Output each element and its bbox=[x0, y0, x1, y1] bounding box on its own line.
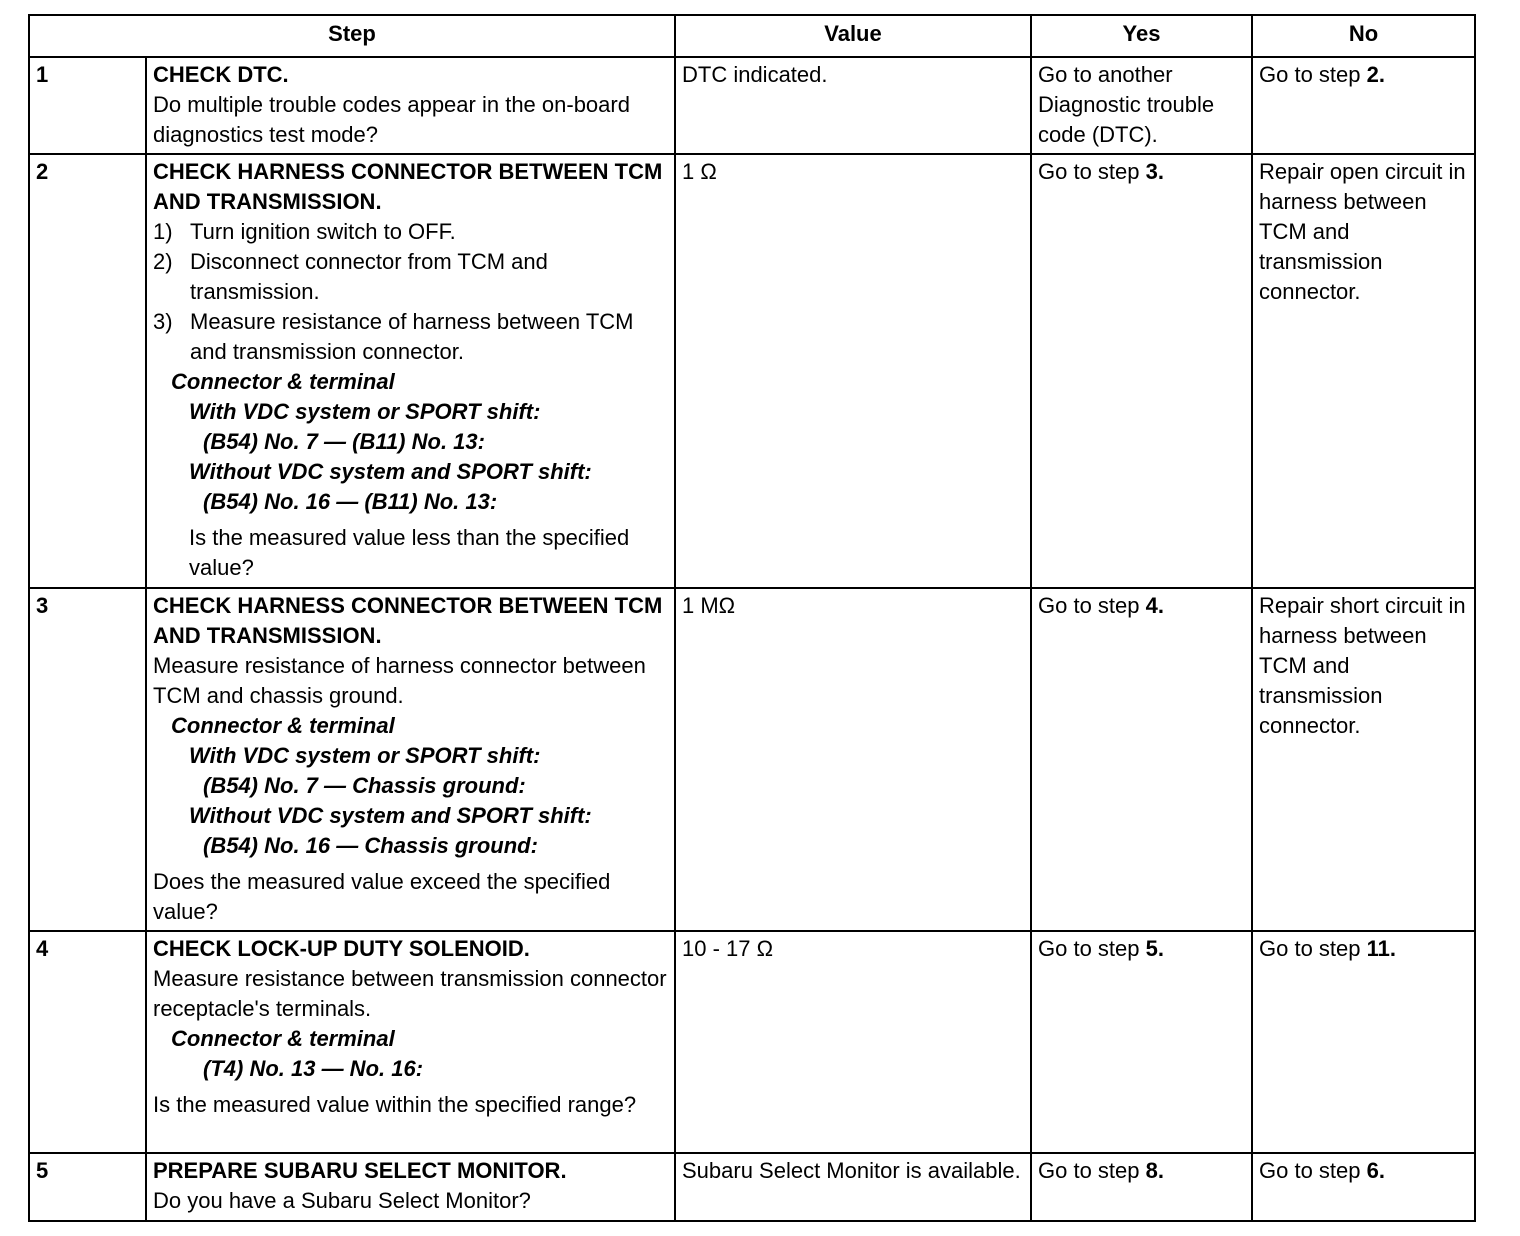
item-text: Disconnect connector from TCM and transmission. bbox=[190, 249, 548, 304]
yes-step-link[interactable]: 4 bbox=[1145, 593, 1158, 618]
value-cell: 10 - 17 Ω bbox=[675, 931, 1031, 1153]
value-cell: 1 MΩ bbox=[675, 588, 1031, 931]
condition-label: Without VDC system and SPORT shift: bbox=[189, 459, 592, 484]
item-text: Measure resistance of harness between TCM and transmission connector. bbox=[190, 309, 634, 364]
step-description: Do multiple trouble codes appear in the on-board diagnostics test mode? bbox=[153, 92, 630, 147]
no-prefix: Go to step bbox=[1259, 62, 1367, 87]
list-item bbox=[153, 307, 668, 367]
terminal-spec: (B54) No. 16 — Chassis ground: bbox=[203, 833, 538, 858]
yes-cell bbox=[1031, 588, 1252, 931]
value-cell: 1 Ω bbox=[675, 154, 1031, 588]
no-cell bbox=[1252, 931, 1475, 1153]
step-title: CHECK DTC. bbox=[153, 62, 289, 87]
procedure-list bbox=[153, 217, 668, 367]
step-description: Measure resistance between transmission connector receptacle's terminals. bbox=[153, 966, 667, 1021]
yes-cell bbox=[1031, 154, 1252, 588]
step-cell bbox=[146, 1153, 675, 1221]
no-suffix: . bbox=[1378, 62, 1385, 87]
item-number: 2) bbox=[153, 249, 173, 274]
yes-cell bbox=[1031, 931, 1252, 1153]
step-question: Does the measured value exceed the specified value? bbox=[153, 869, 611, 924]
step-cell bbox=[146, 931, 675, 1153]
connector-terminal-label: Connector & terminal bbox=[171, 713, 395, 738]
yes-cell bbox=[1031, 1153, 1252, 1221]
step-title: CHECK LOCK-UP DUTY SOLENOID. bbox=[153, 936, 530, 961]
item-text: Turn ignition switch to OFF. bbox=[190, 219, 456, 244]
step-title: PREPARE SUBARU SELECT MONITOR. bbox=[153, 1158, 567, 1183]
header-step: Step bbox=[29, 15, 675, 57]
step-number: 2 bbox=[29, 154, 146, 588]
step-question: Is the measured value within the specified range? bbox=[153, 1092, 637, 1117]
table-row bbox=[29, 931, 1475, 1153]
no-cell: Repair open circuit in harness between TCM and transmission connector. bbox=[1252, 154, 1475, 588]
no-suffix: . bbox=[1389, 936, 1397, 961]
connector-terminal-label: Connector & terminal bbox=[171, 369, 395, 394]
step-cell bbox=[146, 57, 675, 154]
diagnostic-table bbox=[28, 14, 1476, 1222]
list-item bbox=[153, 217, 668, 247]
table-row bbox=[29, 57, 1475, 154]
condition-label: Without VDC system and SPORT shift: bbox=[189, 803, 592, 828]
yes-step-link[interactable]: 5 bbox=[1145, 936, 1158, 961]
connector-terminal-label: Connector & terminal bbox=[171, 1026, 395, 1051]
step-number: 4 bbox=[29, 931, 146, 1153]
yes-prefix: Go to step bbox=[1038, 1158, 1146, 1183]
step-description: Do you have a Subaru Select Monitor? bbox=[153, 1188, 531, 1213]
no-step-link[interactable]: 11 bbox=[1366, 936, 1390, 961]
no-suffix: . bbox=[1378, 1158, 1385, 1183]
yes-prefix: Go to step bbox=[1038, 159, 1146, 184]
table-row bbox=[29, 588, 1475, 931]
step-cell bbox=[146, 154, 675, 588]
step-number: 1 bbox=[29, 57, 146, 154]
condition-label: With VDC system or SPORT shift: bbox=[189, 399, 541, 424]
no-cell: Repair short circuit in harness between TCM and transmission connector. bbox=[1252, 588, 1475, 931]
terminal-spec: (B54) No. 16 — (B11) No. 13: bbox=[203, 489, 498, 514]
terminal-spec: (T4) No. 13 — No. 16: bbox=[203, 1056, 424, 1081]
header-row bbox=[29, 15, 1475, 57]
step-question: Is the measured value less than the specified value? bbox=[189, 525, 630, 580]
yes-cell: Go to another Diagnostic trouble code (DTC). bbox=[1031, 57, 1252, 154]
yes-suffix: . bbox=[1157, 159, 1164, 184]
header-no: No bbox=[1252, 15, 1475, 57]
condition-label: With VDC system or SPORT shift: bbox=[189, 743, 541, 768]
yes-suffix: . bbox=[1157, 936, 1164, 961]
table-row bbox=[29, 154, 1475, 588]
item-number: 3) bbox=[153, 309, 173, 334]
yes-prefix: Go to step bbox=[1038, 936, 1146, 961]
yes-prefix: Go to step bbox=[1038, 593, 1146, 618]
value-cell: Subaru Select Monitor is available. bbox=[675, 1153, 1031, 1221]
yes-step-link[interactable]: 3 bbox=[1145, 159, 1158, 184]
yes-step-link[interactable]: 8 bbox=[1145, 1158, 1158, 1183]
step-number: 3 bbox=[29, 588, 146, 931]
step-title: CHECK HARNESS CONNECTOR BETWEEN TCM AND TRANSMISSION. bbox=[153, 159, 663, 214]
yes-suffix: . bbox=[1157, 1158, 1164, 1183]
step-number: 5 bbox=[29, 1153, 146, 1221]
table-row bbox=[29, 1153, 1475, 1221]
no-cell bbox=[1252, 57, 1475, 154]
step-title: CHECK HARNESS CONNECTOR BETWEEN TCM AND TRANSMISSION. bbox=[153, 593, 663, 648]
header-value: Value bbox=[675, 15, 1031, 57]
terminal-spec: (B54) No. 7 — Chassis ground: bbox=[203, 773, 526, 798]
no-step-link[interactable]: 2 bbox=[1366, 62, 1379, 87]
no-cell bbox=[1252, 1153, 1475, 1221]
value-cell: DTC indicated. bbox=[675, 57, 1031, 154]
step-description: Measure resistance of harness connector between TCM and chassis ground. bbox=[153, 653, 646, 708]
list-item bbox=[153, 247, 668, 307]
step-cell bbox=[146, 588, 675, 931]
yes-suffix: . bbox=[1157, 593, 1164, 618]
no-prefix: Go to step bbox=[1259, 936, 1367, 961]
terminal-spec: (B54) No. 7 — (B11) No. 13: bbox=[203, 429, 485, 454]
header-yes: Yes bbox=[1031, 15, 1252, 57]
item-number: 1) bbox=[153, 219, 173, 244]
no-step-link[interactable]: 6 bbox=[1366, 1158, 1379, 1183]
no-prefix: Go to step bbox=[1259, 1158, 1367, 1183]
